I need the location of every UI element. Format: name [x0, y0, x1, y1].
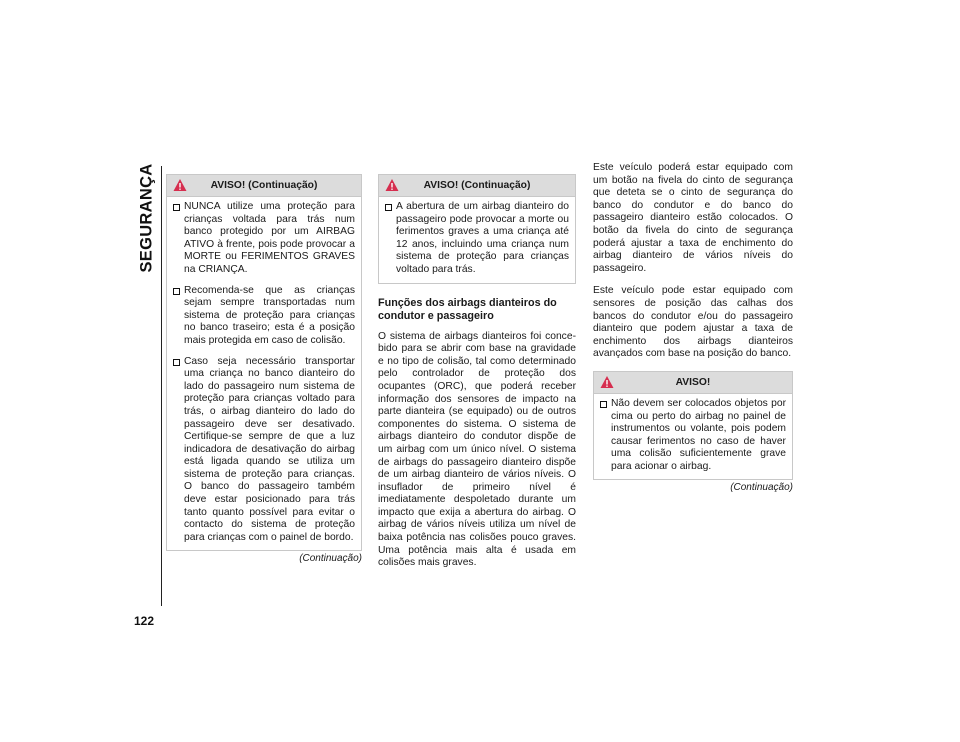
checkbox-square-icon: [600, 401, 607, 408]
list-item: [173, 356, 355, 545]
list-item: [600, 398, 786, 474]
continued-label: (Continuação): [730, 482, 793, 494]
body-paragraph: Este veículo poderá estar equipado com um botão na fivela do cinto de segurança que deteta se o cinto de segurança do banco do condutor e do banco do passageiro dianteiro estão colocados. O botão da fivela do cinto de segurança poderá ajustar a taxa de enchimento do airbag dianteiro de vários níveis do passageiro.: [593, 162, 793, 274]
warning-title: AVISO! (Continuação): [210, 180, 318, 191]
page-number: 122: [134, 614, 155, 628]
warning-triangle-icon: [385, 178, 399, 192]
warning-body: [379, 197, 575, 283]
list-item: [385, 201, 569, 277]
list-item-text: Caso seja necessário transportar uma criança no banco dianteiro do lado do passageiro num sistema de proteção para crianças voltado para trás, o airbag dianteiro do lado do passageiro deve ser desativado. Certifique-se sempre de que a luz indicadora de desativação do airbag está ligada quando se utiliza um sistema de proteção para crianças. O banco do passageiro também deve estar posicionado para trás tanto quanto possível para evitar o contacto do sistema de proteção para crianças com o painel de bordo.: [184, 355, 355, 543]
body-paragraph: Este veículo pode estar equipado com sensores de posição das calhas dos bancos do condutor e/ou do passageiro dianteiro que podem ajustar a taxa de enchimento dos airbags dianteiros avançados com base na posição do banco.: [593, 285, 793, 360]
warning-triangle-icon: [600, 375, 614, 389]
section-title: SEGURANÇA: [137, 163, 156, 273]
continued-label: (Continuação): [299, 553, 362, 565]
section-tab: [137, 163, 157, 273]
column-1: [166, 174, 362, 566]
section-divider: [161, 166, 162, 606]
checkbox-square-icon: [173, 288, 180, 295]
column-2: [378, 174, 576, 580]
warning-body: [167, 197, 361, 550]
warning-title: AVISO! (Continuação): [423, 180, 531, 191]
warning-triangle-icon: [173, 178, 187, 192]
list-item: [173, 285, 355, 348]
list-item-text: Não devem ser colocados objetos por cima ou perto do airbag no painel de instrumentos ou volante, pois podem causar ferimentos no caso de haver uma colisão suficientemente grave para acionar o airbag.: [611, 397, 786, 472]
warning-header: [594, 372, 792, 394]
warning-box: [593, 371, 793, 481]
warning-body: [594, 394, 792, 480]
warning-box: [166, 174, 362, 551]
list-item-text: A abertura de um airbag dianteiro do passageiro pode provocar a morte ou ferimentos graves a uma criança até 12 anos, incluindo uma criança num sistema de proteção para crianças voltado para trás.: [396, 201, 569, 275]
checkbox-square-icon: [173, 359, 180, 366]
body-paragraph: O sistema de airbags dianteiros foi concebido para se abrir com base na gravidade e no tipo de colisão, tal como determinado pelo controlador de proteção dos ocupantes (ORC), que poderá receber informação dos sensores de impacto na parte dianteira (se equipado) ou de outros componentes do sistema. O sistema de airbags dianteiro do condutor dispõe de um airbag com um único nível. O sistema de airbags do passageiro dianteiro dispõe de um airbag dianteiro de vários níveis. O insuflador de primeiro nível é imediatamente despoletado durante um impacto que exija a abertura do airbag. O airbag de vários níveis utiliza um nível de baixa potência nas colisões pouco graves. Uma potência mais alta é usada em colisões mais graves.: [378, 330, 576, 569]
list-item-text: NUNCA utilize uma proteção para crianças voltada para trás num banco protegido por um AIRBAG ATIVO à frente, pois pode provocar a MORTE ou FERIMENTOS GRAVES na CRIANÇA.: [184, 201, 355, 275]
list-item-text: Recomenda-se que as crianças sejam sempre transportadas num sistema de proteção para crianças no banco traseiro; esta é a posição mais protegida em caso de colisão.: [184, 284, 355, 346]
list-item: [173, 201, 355, 277]
warning-title: AVISO!: [675, 376, 711, 388]
warning-box: [378, 174, 576, 284]
section-heading: Funções dos airbags dianteiros do condutor e passageiro: [378, 296, 557, 322]
column-3: [593, 162, 793, 495]
warning-header: [379, 175, 575, 197]
checkbox-square-icon: [385, 204, 392, 211]
checkbox-square-icon: [173, 204, 180, 211]
warning-header: [167, 175, 361, 197]
